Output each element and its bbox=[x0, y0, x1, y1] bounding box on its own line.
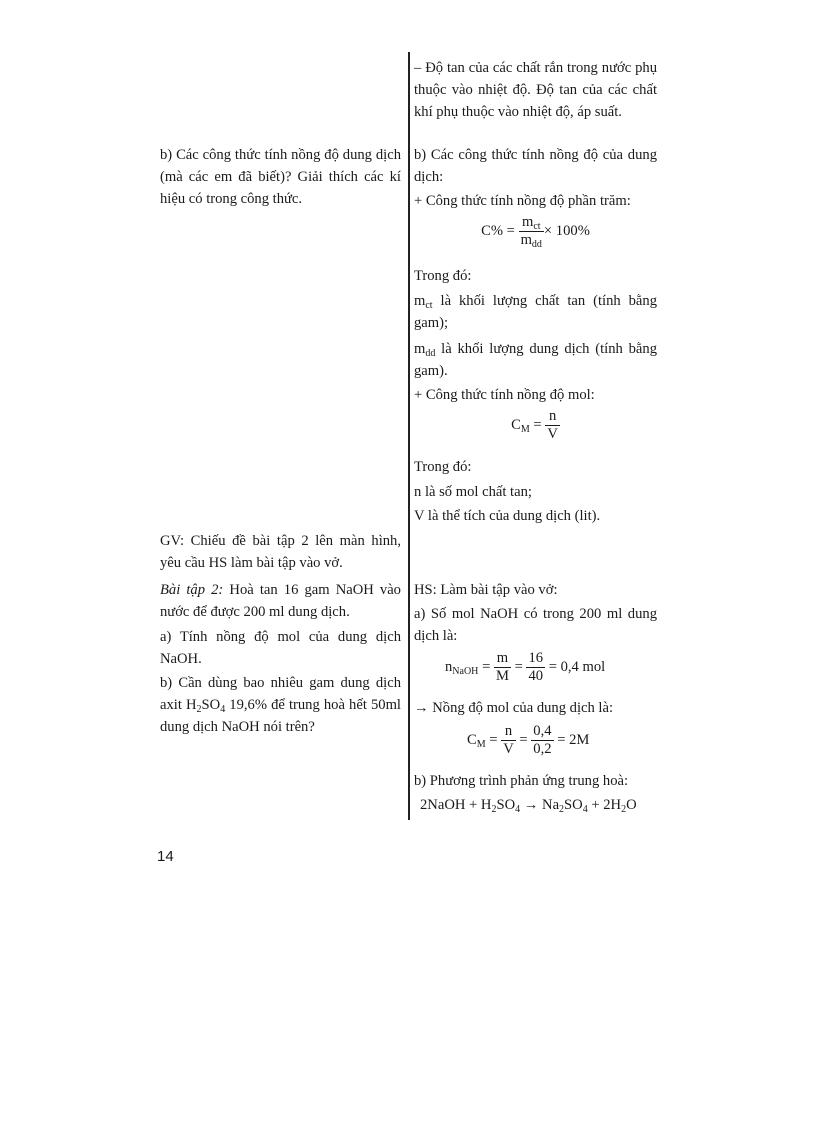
molar-fraction: $\frac{n}{V}$ bbox=[547, 408, 558, 442]
reaction-arrow-icon: → bbox=[523, 797, 539, 813]
percent-intro: + Công thức tính nồng độ phần trăm: bbox=[414, 193, 631, 209]
exercise-label: Bài tập 2: bbox=[160, 582, 224, 598]
where-label-1: Trong đó: bbox=[414, 268, 472, 284]
question-b: b) Các công thức tính nồng độ dung dịch (mà các em đã biết)? Giải thích các kí hiệu có trong công thức. bbox=[160, 147, 401, 207]
answer-a: a) Số mol NaOH có trong 200 ml dung dịch là: bbox=[414, 606, 657, 644]
molar-intro: + Công thức tính nồng độ mol: bbox=[414, 387, 595, 403]
neutralization-equation: 2NaOH + $H_2SO_4 \to Na_2SO_4 + 2H_2O$ bbox=[420, 797, 637, 815]
exercise-2: Bài tập 2: Hoà tan 16 gam NaOH vào nước để được 200 ml dung dịch. bbox=[160, 582, 401, 620]
page-number: 14 bbox=[157, 848, 174, 865]
n-definition: n là số mol chất tan; bbox=[414, 484, 532, 500]
task-b: b) Cần dùng bao nhiêu gam dung dịch axit $H_2SO_4$ 19,6% để trung hoà hết 50ml dung dịch NaOH nói trên? bbox=[160, 675, 401, 735]
formulas-heading: b) Các công thức tính nồng độ của dung dịch: bbox=[414, 147, 657, 185]
column-divider bbox=[408, 52, 410, 820]
molar-formula: $C_M$ = $\frac{n}{V}$ bbox=[511, 408, 558, 442]
hs-task: HS: Làm bài tập vào vở: bbox=[414, 582, 558, 598]
mol-calculation: $n_{NaOH}$ = $\frac{m}{M}$ = $\frac{16}{40}$ = 0,4 mol bbox=[445, 650, 606, 684]
gv-instruction: GV: Chiếu đề bài tập 2 lên màn hình, yêu cầu HS làm bài tập vào vở. bbox=[160, 533, 401, 571]
where-label-2: Trong đó: bbox=[414, 459, 472, 475]
task-a: a) Tính nồng độ mol của dung dịch NaOH. bbox=[160, 629, 401, 667]
percent-formula: C% = $\frac{m_{ct}}{m_{dd}}$ × 100% bbox=[481, 214, 590, 250]
v-definition: V là thể tích của dung dịch (lit). bbox=[414, 508, 601, 524]
concentration-intro: → Nồng độ mol của dung dịch là: bbox=[414, 700, 614, 716]
percent-fraction: $\frac{m_{ct}}{m_{dd}}$ bbox=[520, 214, 542, 250]
mct-definition: $m_{ct}$ là khối lượng chất tan (tính bằng gam); bbox=[414, 293, 657, 331]
concentration-calculation: $C_M$ = $\frac{n}{V}$ = $\frac{0,4}{0,2}$ = 2M bbox=[467, 723, 590, 757]
solubility-note: – Độ tan của các chất rắn trong nước phụ thuộc vào nhiệt độ. Độ tan của các chất khí phụ thuộc vào nhiệt độ, áp suất. bbox=[414, 60, 657, 120]
answer-b: b) Phương trình phản ứng trung hoà: bbox=[414, 773, 629, 789]
mdd-definition: $m_{dd}$ là khối lượng dung dịch (tính bằng gam). bbox=[414, 341, 657, 379]
